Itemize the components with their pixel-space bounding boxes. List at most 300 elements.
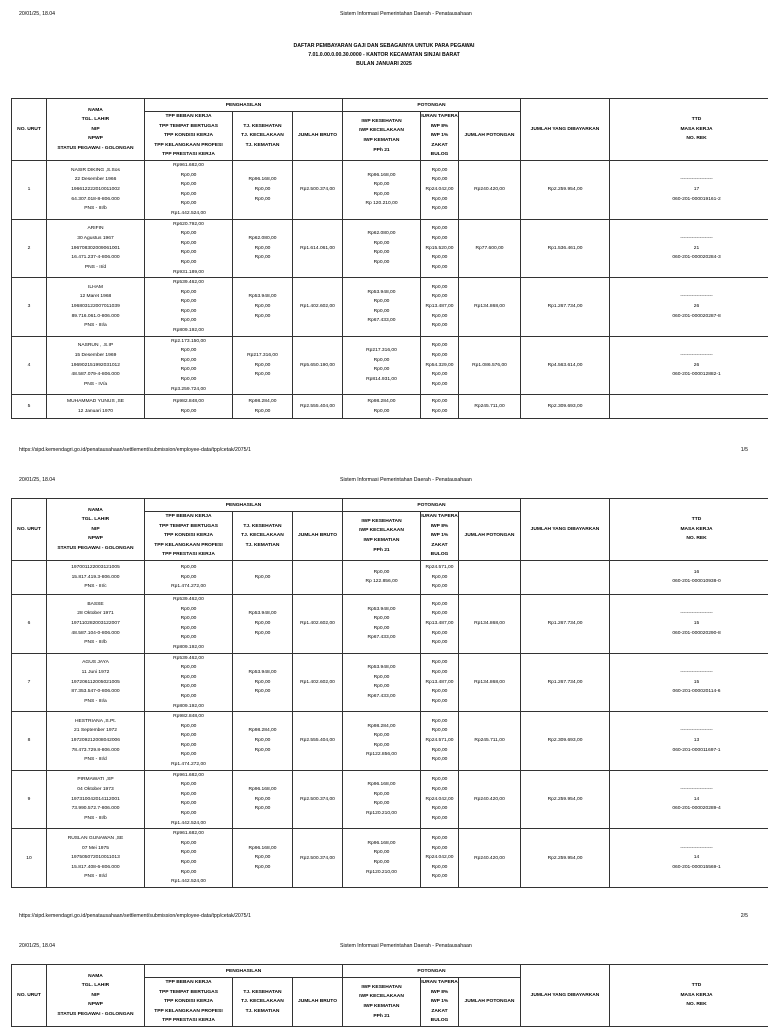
row-nama-lines-line: 22 Desember 1966: [47, 175, 144, 185]
row-tpp-lines-line: Rp0,00: [145, 258, 232, 268]
col-tj-lines: [233, 522, 292, 551]
col-ttd-lines-line: MASA KERJA: [610, 125, 768, 135]
row-iuran-lines-line: Rp0,00: [421, 195, 458, 205]
row-iuran-lines: [421, 224, 458, 272]
row-iuran-lines-line: Rp0,00: [421, 292, 458, 302]
row-iuran: [421, 594, 459, 653]
col-iuran: [421, 512, 459, 561]
col-tj-lines-line: TJ. KECELAKAAN: [233, 531, 292, 541]
row-iwp-lines-line: Rp0,00: [343, 248, 420, 258]
row-tpp: [145, 594, 233, 653]
col-tpp-lines-line: TPP PRESTASI KERJA: [145, 550, 232, 560]
row-iuran-lines-line: Rp24.571,00: [421, 736, 458, 746]
row-iuran-lines-line: Rp0,00: [421, 283, 458, 293]
table-body: [12, 160, 768, 418]
row-no: 6: [12, 594, 47, 653]
col-nama-lines-line: NPWP: [47, 534, 144, 544]
row-iwp-lines-line: Rp120.210,00: [343, 809, 420, 819]
col-ttd-lines-line: MASA KERJA: [610, 525, 768, 535]
row-tpp-lines-line: Rp1.442.524,00: [145, 877, 232, 887]
row-ttd-lines-line: --------------------: [610, 609, 768, 619]
row-iwp-lines-line: Rp 122.856,00: [343, 577, 420, 587]
row-tpp-lines-line: Rp0,00: [145, 605, 232, 615]
row-ttd: [610, 712, 768, 771]
row-nama-lines-line: PNS - III/d: [47, 755, 144, 765]
row-tpp-lines-line: Rp0,00: [145, 288, 232, 298]
col-tpp-lines-line: TPP KONDISI KERJA: [145, 997, 232, 1007]
row-tpp-lines: [145, 595, 232, 653]
row-nama-lines-line: 48.587.079-4-806.000: [47, 370, 144, 380]
row-nama-lines-line: 89.716.061.0-806.000: [47, 312, 144, 322]
row-tj: [233, 712, 293, 771]
row-nama-lines-line: 197505072010011013: [47, 853, 144, 863]
row-tpp-lines-line: Rp2.173.150,00: [145, 337, 232, 347]
row-iwp: [343, 560, 421, 594]
row-iuran-lines-line: Rp0,00: [421, 397, 458, 407]
col-tpp-lines-line: TPP TEMPAT BERTUGAS: [145, 122, 232, 132]
row-iuran-lines-line: Rp0,00: [421, 312, 458, 322]
title-line-3: BULAN JANUARI 2025: [0, 60, 768, 69]
col-bruto: JUMLAH BRUTO: [293, 112, 343, 161]
row-tpp-lines-line: Rp0,00: [145, 692, 232, 702]
row-ttd: [610, 770, 768, 829]
row-dibayarkan: Rp2.309.693,00: [521, 395, 610, 419]
row-tj-lines-line: Rp96.168,00: [233, 844, 292, 854]
row-iuran-lines: [421, 600, 458, 648]
row-nama: [47, 653, 145, 712]
row-iuran-lines-line: Rp0,00: [421, 341, 458, 351]
row-iuran-lines-line: Rp0,00: [421, 844, 458, 854]
col-ttd: [610, 965, 768, 1027]
row-tpp-lines-line: Rp0,00: [145, 799, 232, 809]
row-tpp-lines-line: Rp1.474.272,00: [145, 760, 232, 770]
row-tj-lines-line: Rp0,00: [233, 361, 292, 371]
col-iwp-lines-line: PPh 21: [343, 146, 420, 156]
row-nama-lines-line: 04 Oktober 1973: [47, 785, 144, 795]
row-ttd-lines: [610, 234, 768, 263]
row-nama-lines-line: 48.587.104-0-806.000: [47, 629, 144, 639]
row-tj: [233, 219, 293, 278]
row-tj: [233, 395, 293, 419]
row-iwp: [343, 653, 421, 712]
row-nama-lines: [47, 717, 144, 765]
row-nama-lines-line: 15 Desember 1969: [47, 351, 144, 361]
row-ttd-lines-line: 15: [610, 619, 768, 629]
row-iwp-lines-line: Rp67.433,00: [343, 316, 420, 326]
row-nama-lines-line: NASIR DIKING ,S.Sos: [47, 166, 144, 176]
row-iuran: [421, 770, 459, 829]
row-tpp-lines-line: Rp3.259.724,00: [145, 385, 232, 395]
col-no-urut: NO. URUT: [12, 965, 47, 1027]
row-tpp-lines-line: Rp0,00: [145, 346, 232, 356]
row-dibayarkan: Rp2.259.954,00: [521, 770, 610, 829]
row-iuran-lines-line: Rp13.487,00: [421, 619, 458, 629]
row-tpp-lines-line: Rp0,00: [145, 809, 232, 819]
row-ttd-lines-line: 060-201-000020289-4: [610, 804, 768, 814]
col-iuran: [421, 112, 459, 161]
row-nama-lines-line: 197209212008042006: [47, 736, 144, 746]
row-tpp-lines-line: Rp0,00: [145, 316, 232, 326]
table-body: [12, 560, 768, 887]
col-jumlah-potongan: JUMLAH POTONGAN: [459, 978, 521, 1027]
table-row: [12, 160, 768, 219]
row-ttd-lines-line: 17: [610, 185, 768, 195]
row-iuran-lines-line: Rp0,00: [421, 638, 458, 648]
col-iwp-lines-line: IWP KEMATIAN: [343, 1002, 420, 1012]
row-ttd: [610, 278, 768, 337]
row-iuran-lines-line: Rp0,00: [421, 863, 458, 873]
row-tpp-lines: [145, 337, 232, 395]
row-potongan: Rp245.711,00: [459, 395, 521, 419]
col-nama-lines-line: STATUS PEGAWAI - GOLONGAN: [47, 144, 144, 154]
row-iuran-lines-line: Rp24.042,00: [421, 795, 458, 805]
row-tpp-lines-line: Rp0,00: [145, 190, 232, 200]
row-ttd-lines-line: --------------------: [610, 668, 768, 678]
col-iuran-lines-line: IURAN TAPERA: [421, 512, 458, 522]
col-ttd-lines: [610, 115, 768, 144]
row-tpp: [145, 560, 233, 594]
row-tpp-lines-line: Rp0,00: [145, 790, 232, 800]
row-tj-lines: [233, 351, 292, 380]
col-iuran-lines-line: ZAKAT: [421, 1007, 458, 1017]
row-nama-lines-line: 73.990.572.7-806.000: [47, 804, 144, 814]
row-iwp-lines-line: Rp0,00: [343, 180, 420, 190]
row-tpp-lines-line: Rp0,00: [145, 741, 232, 751]
row-iwp-lines-line: Rp0,00: [343, 731, 420, 741]
row-iuran-lines: [421, 658, 458, 706]
row-iwp-lines-line: Rp0,00: [343, 356, 420, 366]
row-potongan: [459, 560, 521, 594]
row-nama-lines-line: PNS - III/b: [47, 204, 144, 214]
row-tpp-lines-line: Rp0,00: [145, 199, 232, 209]
table-row: [12, 336, 768, 395]
row-iwp-lines-line: Rp0,00: [343, 258, 420, 268]
row-ttd-lines-line: --------------------: [610, 351, 768, 361]
row-ttd-lines: [610, 351, 768, 380]
row-ttd-lines-line: 060-201-000020290-8: [610, 629, 768, 639]
row-tj-lines-line: Rp0,00: [233, 804, 292, 814]
row-nama-lines: [47, 166, 144, 214]
row-nama-lines-line: 30 Agustus 1967: [47, 234, 144, 244]
row-tj-lines-line: Rp96.168,00: [233, 785, 292, 795]
row-bruto: Rp2.500.374,00: [293, 160, 343, 219]
row-iuran-lines-line: Rp0,00: [421, 166, 458, 176]
row-iwp-lines-line: Rp62.080,00: [343, 229, 420, 239]
row-iwp-lines-line: Rp53.948,00: [343, 605, 420, 615]
row-ttd: [610, 219, 768, 278]
row-ttd-lines-line: 060-201-000010938-0: [610, 577, 768, 587]
row-nama-lines-line: 87.353.547-0-806.000: [47, 687, 144, 697]
row-dibayarkan: Rp2.259.954,00: [521, 160, 610, 219]
col-ttd-lines-line: MASA KERJA: [610, 991, 768, 1001]
col-ttd: [610, 99, 768, 161]
row-iuran-lines-line: Rp0,00: [421, 263, 458, 273]
row-tj-lines-line: Rp53.948,00: [233, 292, 292, 302]
col-tj-lines-line: TJ. KESEHATAN: [233, 988, 292, 998]
col-tpp-lines-line: TPP KONDISI KERJA: [145, 531, 232, 541]
payroll-table-page-1: [11, 98, 768, 419]
row-iwp-lines: [343, 780, 420, 818]
payroll-table-page-2: [11, 498, 768, 888]
row-tpp-lines-line: Rp961.682,00: [145, 771, 232, 781]
row-nama-lines-line: 28 Oktober 1971: [47, 609, 144, 619]
row-tpp-lines-line: Rp0,00: [145, 731, 232, 741]
row-tpp: [145, 770, 233, 829]
col-ttd-lines-line: TTD: [610, 515, 768, 525]
col-iuran-lines: [421, 978, 458, 1026]
row-ttd: [610, 560, 768, 594]
col-iwp-lines-line: IWP KECELAKAAN: [343, 992, 420, 1002]
col-tj-lines-line: TJ. KEMATIAN: [233, 1007, 292, 1017]
row-iwp: [343, 594, 421, 653]
row-iuran-lines-line: Rp0,00: [421, 609, 458, 619]
row-nama-lines-line: 15.817.419.3-806.000: [47, 573, 144, 583]
row-ttd-lines-line: 060-201-000019161-2: [610, 195, 768, 205]
col-tpp-lines-line: TPP BEBAN KERJA: [145, 978, 232, 988]
col-potongan: POTONGAN: [343, 499, 521, 512]
row-tj-lines-line: Rp98.284,00: [233, 726, 292, 736]
row-potongan: Rp240.420,00: [459, 160, 521, 219]
col-penghasilan: PENGHASILAN: [145, 499, 343, 512]
col-iuran-lines: [421, 112, 458, 160]
row-tpp-lines-line: Rp0,00: [145, 563, 232, 573]
row-iwp-lines-line: Rp0,00: [343, 682, 420, 692]
row-tj-lines-line: Rp0,00: [233, 687, 292, 697]
row-ttd: [610, 160, 768, 219]
row-tpp: [145, 395, 233, 419]
row-iuran-lines-line: Rp0,00: [421, 687, 458, 697]
row-iwp-lines-line: Rp96.168,00: [343, 839, 420, 849]
row-tpp-lines: [145, 397, 232, 416]
row-iuran: [421, 829, 459, 888]
row-iwp-lines-line: Rp67.433,00: [343, 692, 420, 702]
row-tj-lines-line: Rp0,00: [233, 185, 292, 195]
row-tpp-lines: [145, 654, 232, 712]
col-potongan: POTONGAN: [343, 99, 521, 112]
row-ttd-lines-line: 060-201-000020284-3: [610, 253, 768, 263]
col-bruto: JUMLAH BRUTO: [293, 978, 343, 1027]
row-no: [12, 560, 47, 594]
row-bruto: Rp1.614.061,00: [293, 219, 343, 278]
row-dibayarkan: Rp1.536.461,00: [521, 219, 610, 278]
row-iwp: [343, 336, 421, 395]
row-tpp-lines-line: Rp0,00: [145, 171, 232, 181]
row-iuran-lines-line: Rp0,00: [421, 582, 458, 592]
row-tpp-lines-line: Rp1.474.272,00: [145, 582, 232, 592]
row-iuran: [421, 278, 459, 337]
row-iwp-lines-line: Rp0,00: [343, 297, 420, 307]
row-tpp-lines-line: Rp0,00: [145, 307, 232, 317]
row-tj-lines-line: Rp0,00: [233, 678, 292, 688]
row-nama-lines-line: PNS - III/d: [47, 872, 144, 882]
col-tpp-lines-line: TPP BEBAN KERJA: [145, 512, 232, 522]
row-iwp-lines: [343, 663, 420, 701]
row-tpp-lines-line: Rp0,00: [145, 229, 232, 239]
row-iuran-lines-line: Rp0,00: [421, 253, 458, 263]
row-iuran: [421, 653, 459, 712]
row-iuran-lines-line: Rp24.042,00: [421, 853, 458, 863]
row-iwp-lines: [343, 397, 420, 416]
row-iuran-lines-line: Rp0,00: [421, 668, 458, 678]
row-iwp-lines-line: Rp0,00: [343, 741, 420, 751]
document-title: [0, 42, 768, 69]
col-tj-lines-line: TJ. KEMATIAN: [233, 141, 292, 151]
row-iuran-lines: [421, 717, 458, 765]
row-dibayarkan: Rp1.267.734,00: [521, 278, 610, 337]
row-no: 4: [12, 336, 47, 395]
row-nama-lines: [47, 341, 144, 389]
row-bruto: [293, 560, 343, 594]
row-iwp-lines-line: Rp67.433,00: [343, 633, 420, 643]
row-iuran-lines-line: Rp13.487,00: [421, 302, 458, 312]
row-ttd-lines: [610, 609, 768, 638]
timestamp: 20/01/25, 18.04: [19, 11, 55, 17]
row-tpp-lines-line: Rp0,00: [145, 633, 232, 643]
col-tpp-lines-line: TPP TEMPAT BERTUGAS: [145, 988, 232, 998]
row-tpp: [145, 160, 233, 219]
row-iuran-lines-line: Rp24.571,00: [421, 563, 458, 573]
col-nama: [47, 499, 145, 561]
row-nama-lines: [47, 563, 144, 592]
row-iwp-lines-line: Rp53.948,00: [343, 288, 420, 298]
row-ttd-lines: [610, 568, 768, 587]
row-iwp-lines-line: Rp53.948,00: [343, 663, 420, 673]
row-tj-lines: [233, 573, 292, 583]
row-bruto: Rp5.650.190,00: [293, 336, 343, 395]
row-iuran-lines-line: Rp0,00: [421, 351, 458, 361]
row-tpp-lines-line: Rp961.682,00: [145, 829, 232, 839]
row-tj-lines-line: Rp0,00: [233, 253, 292, 263]
row-potongan: Rp240.420,00: [459, 829, 521, 888]
row-tpp-lines-line: Rp539.462,00: [145, 595, 232, 605]
col-tpp-lines: [145, 112, 232, 160]
col-tpp-lines: [145, 512, 232, 560]
row-iuran-lines-line: Rp0,00: [421, 175, 458, 185]
row-nama-lines-line: BASSE: [47, 600, 144, 610]
row-ttd-lines-line: --------------------: [610, 292, 768, 302]
row-potongan: Rp1.086.576,00: [459, 336, 521, 395]
row-tpp-lines-line: Rp0,00: [145, 407, 232, 417]
col-iwp-lines-line: IWP KECELAKAAN: [343, 526, 420, 536]
row-iwp-lines-line: Rp0,00: [343, 407, 420, 417]
row-tj-lines-line: Rp96.168,00: [233, 175, 292, 185]
row-ttd-lines-line: --------------------: [610, 726, 768, 736]
row-nama-lines: [47, 775, 144, 823]
row-ttd-lines-line: 060-201-000020287-8: [610, 312, 768, 322]
row-iuran-lines-line: Rp0,00: [421, 370, 458, 380]
row-iwp-lines-line: Rp0,00: [343, 858, 420, 868]
col-iuran-lines-line: IURAN TAPERA: [421, 978, 458, 988]
title-line-1: DAFTAR PEMBAYARAN GAJI DAN SEBAGAINYA UNTUK PARA PEGAWAI: [0, 42, 768, 51]
row-no: 8: [12, 712, 47, 771]
row-dibayarkan: Rp4.563.614,00: [521, 336, 610, 395]
col-iuran-lines-line: IURAN TAPERA: [421, 112, 458, 122]
col-iwp-lines: [343, 517, 420, 555]
row-dibayarkan: Rp1.267.734,00: [521, 594, 610, 653]
col-iwp: [343, 512, 421, 561]
row-tpp-lines: [145, 563, 232, 592]
row-tj-lines-line: Rp0,00: [233, 736, 292, 746]
row-iwp-lines-line: Rp0,00: [343, 624, 420, 634]
row-nama: [47, 770, 145, 829]
row-tj-lines-line: Rp0,00: [233, 853, 292, 863]
col-tj-lines: [233, 122, 292, 151]
row-tpp-lines: [145, 278, 232, 336]
row-tpp-lines-line: Rp0,00: [145, 780, 232, 790]
row-potongan: Rp134.868,00: [459, 278, 521, 337]
col-tj-lines-line: TJ. KEMATIAN: [233, 541, 292, 551]
row-tpp-lines-line: Rp1.442.524,00: [145, 209, 232, 219]
col-iwp: [343, 112, 421, 161]
row-iwp: [343, 219, 421, 278]
row-no: 10: [12, 829, 47, 888]
col-iuran-lines-line: BULOG: [421, 150, 458, 160]
col-nama: [47, 965, 145, 1027]
col-iuran: [421, 978, 459, 1027]
table-row: [12, 712, 768, 771]
table-row: [12, 829, 768, 888]
col-iwp-lines-line: IWP KESEHATAN: [343, 117, 420, 127]
system-name: Sistem Informasi Pemerintahan Daerah - Penatausahaan: [340, 943, 472, 949]
row-nama-lines-line: PNS - II/d: [47, 263, 144, 273]
row-nama-lines-line: PNS - III/b: [47, 814, 144, 824]
row-potongan: Rp134.868,00: [459, 653, 521, 712]
row-potongan: Rp245.711,00: [459, 712, 521, 771]
row-tpp: [145, 653, 233, 712]
row-iuran-lines: [421, 834, 458, 882]
col-iuran-lines-line: IWP 8%: [421, 988, 458, 998]
row-iwp: [343, 160, 421, 219]
row-dibayarkan: Rp1.267.734,00: [521, 653, 610, 712]
row-tpp-lines-line: Rp809.192,00: [145, 702, 232, 712]
footer-url: https://sipd.kemendagri.go.id/penatausahaan/settlement/submission/employee-data/tpp/cetak/2075/1: [19, 447, 251, 453]
row-nama-lines-line: NASRUN , .S.IP: [47, 341, 144, 351]
row-tj-lines-line: Rp0,00: [233, 302, 292, 312]
row-tj-lines-line: Rp0,00: [233, 573, 292, 583]
row-tpp-lines-line: Rp0,00: [145, 858, 232, 868]
col-nama: [47, 99, 145, 161]
row-iwp-lines: [343, 229, 420, 267]
row-tpp-lines-line: Rp0,00: [145, 180, 232, 190]
title-line-2: 7.01.0.00.0.00.30.0000 - KANTOR KECAMATAN SINJAI BARAT: [0, 51, 768, 60]
col-penghasilan: PENGHASILAN: [145, 99, 343, 112]
row-iwp-lines: [343, 605, 420, 643]
row-tj-lines-line: Rp0,00: [233, 629, 292, 639]
col-iwp-lines-line: IWP KESEHATAN: [343, 517, 420, 527]
row-iuran-lines-line: Rp0,00: [421, 380, 458, 390]
row-iwp-lines: [343, 722, 420, 760]
col-nama-lines-line: TGL. LAHIR: [47, 981, 144, 991]
row-ttd-lines-line: 26: [610, 361, 768, 371]
row-iuran: [421, 336, 459, 395]
row-bruto: Rp2.500.374,00: [293, 829, 343, 888]
row-ttd-lines-line: 21: [610, 244, 768, 254]
col-nama-lines-line: TGL. LAHIR: [47, 115, 144, 125]
col-nama-lines-line: NIP: [47, 125, 144, 135]
row-nama-lines-line: 197110282003122007: [47, 619, 144, 629]
row-tj-lines-line: Rp0,00: [233, 195, 292, 205]
col-nama-lines-line: NIP: [47, 991, 144, 1001]
col-tpp: [145, 978, 233, 1027]
row-iuran-lines-line: Rp0,00: [421, 726, 458, 736]
table-header: [12, 499, 768, 561]
row-iuran: [421, 219, 459, 278]
row-tj-lines-line: Rp0,00: [233, 312, 292, 322]
row-tpp-lines-line: Rp0,00: [145, 365, 232, 375]
row-iuran: [421, 712, 459, 771]
row-potongan: Rp134.868,00: [459, 594, 521, 653]
row-tpp: [145, 219, 233, 278]
